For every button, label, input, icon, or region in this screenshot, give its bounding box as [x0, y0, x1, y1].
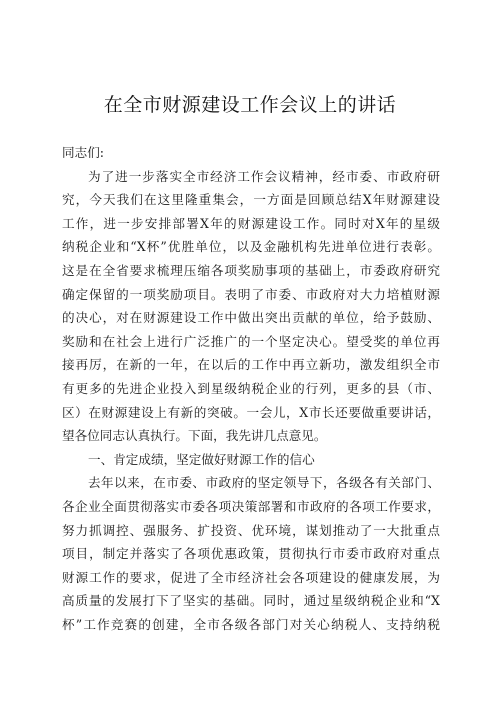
paragraph-line: 去年以来，在市委、市政府的坚定领导下，各级各有关部门、 [88, 475, 440, 491]
paragraph-line: 纳税企业和“X杯”优胜单位，以及金融机构先进单位进行表彰。 [62, 239, 440, 255]
document-title: 在全市财源建设工作会议上的讲话 [103, 94, 397, 116]
paragraph-line: 奖励和在社会上进行广泛推广的一个坚定决心。望受奖的单位再 [62, 333, 440, 349]
salutation: 同志们: [62, 145, 105, 160]
paragraph-line: 高质量的发展打下了坚实的基础。同时，通过星级纳税企业和“X [62, 593, 440, 609]
paragraph-line: 有更多的先进企业投入到星级纳税企业的行列，更多的县（市、 [62, 380, 440, 396]
paragraph-line: 区）在财源建设上有新的突破。一会儿，X市长还要做重要讲话， [62, 404, 440, 420]
paragraph-line: 为了进一步落实全市经济工作会议精神，经市委、市政府研 [88, 168, 440, 184]
section-heading: 一、肯定成绩，坚定做好财源工作的信心 [88, 451, 315, 467]
paragraph-line: 项目，制定并落实了各项优惠政策，贯彻执行市委市政府对重点 [62, 546, 440, 562]
paragraph-line: 各企业全面贯彻落实市委各项决策部署和市政府的各项工作要求， [62, 498, 440, 514]
paragraph-line: 的决心，对在财源建设工作中做出突出贡献的单位，给予鼓励、 [62, 310, 440, 326]
paragraph-line: 努力抓调控、强服务、扩投资、优环境，谋划推动了一大批重点 [62, 522, 440, 538]
paragraph-line: 确定保留的一项奖励项目。表明了市委、市政府对大力培植财源 [62, 286, 440, 302]
document-body [62, 141, 440, 636]
paragraph-line: 杯”工作竞赛的创建，全市各级各部门对关心纳税人、支持纳税 [62, 616, 440, 632]
paragraph-line: 这是在全省要求梳理压缩各项奖励事项的基础上，市委政府研究 [62, 262, 440, 278]
paragraph-line: 望各位同志认真执行。下面，我先讲几点意见。 [62, 428, 327, 444]
paragraph-line: 接再厉，在新的一年，在以后的工作中再立新功，激发组织全市 [62, 357, 440, 373]
paragraph-line: 究，今天我们在这里隆重集会，一方面是回顾总结X年财源建设 [62, 192, 440, 208]
paragraph-line: 工作，进一步安排部署X年的财源建设工作。同时对X年的星级 [62, 215, 440, 231]
paragraph-line: 财源工作的要求，促进了全市经济社会各项建设的健康发展，为 [62, 569, 440, 585]
